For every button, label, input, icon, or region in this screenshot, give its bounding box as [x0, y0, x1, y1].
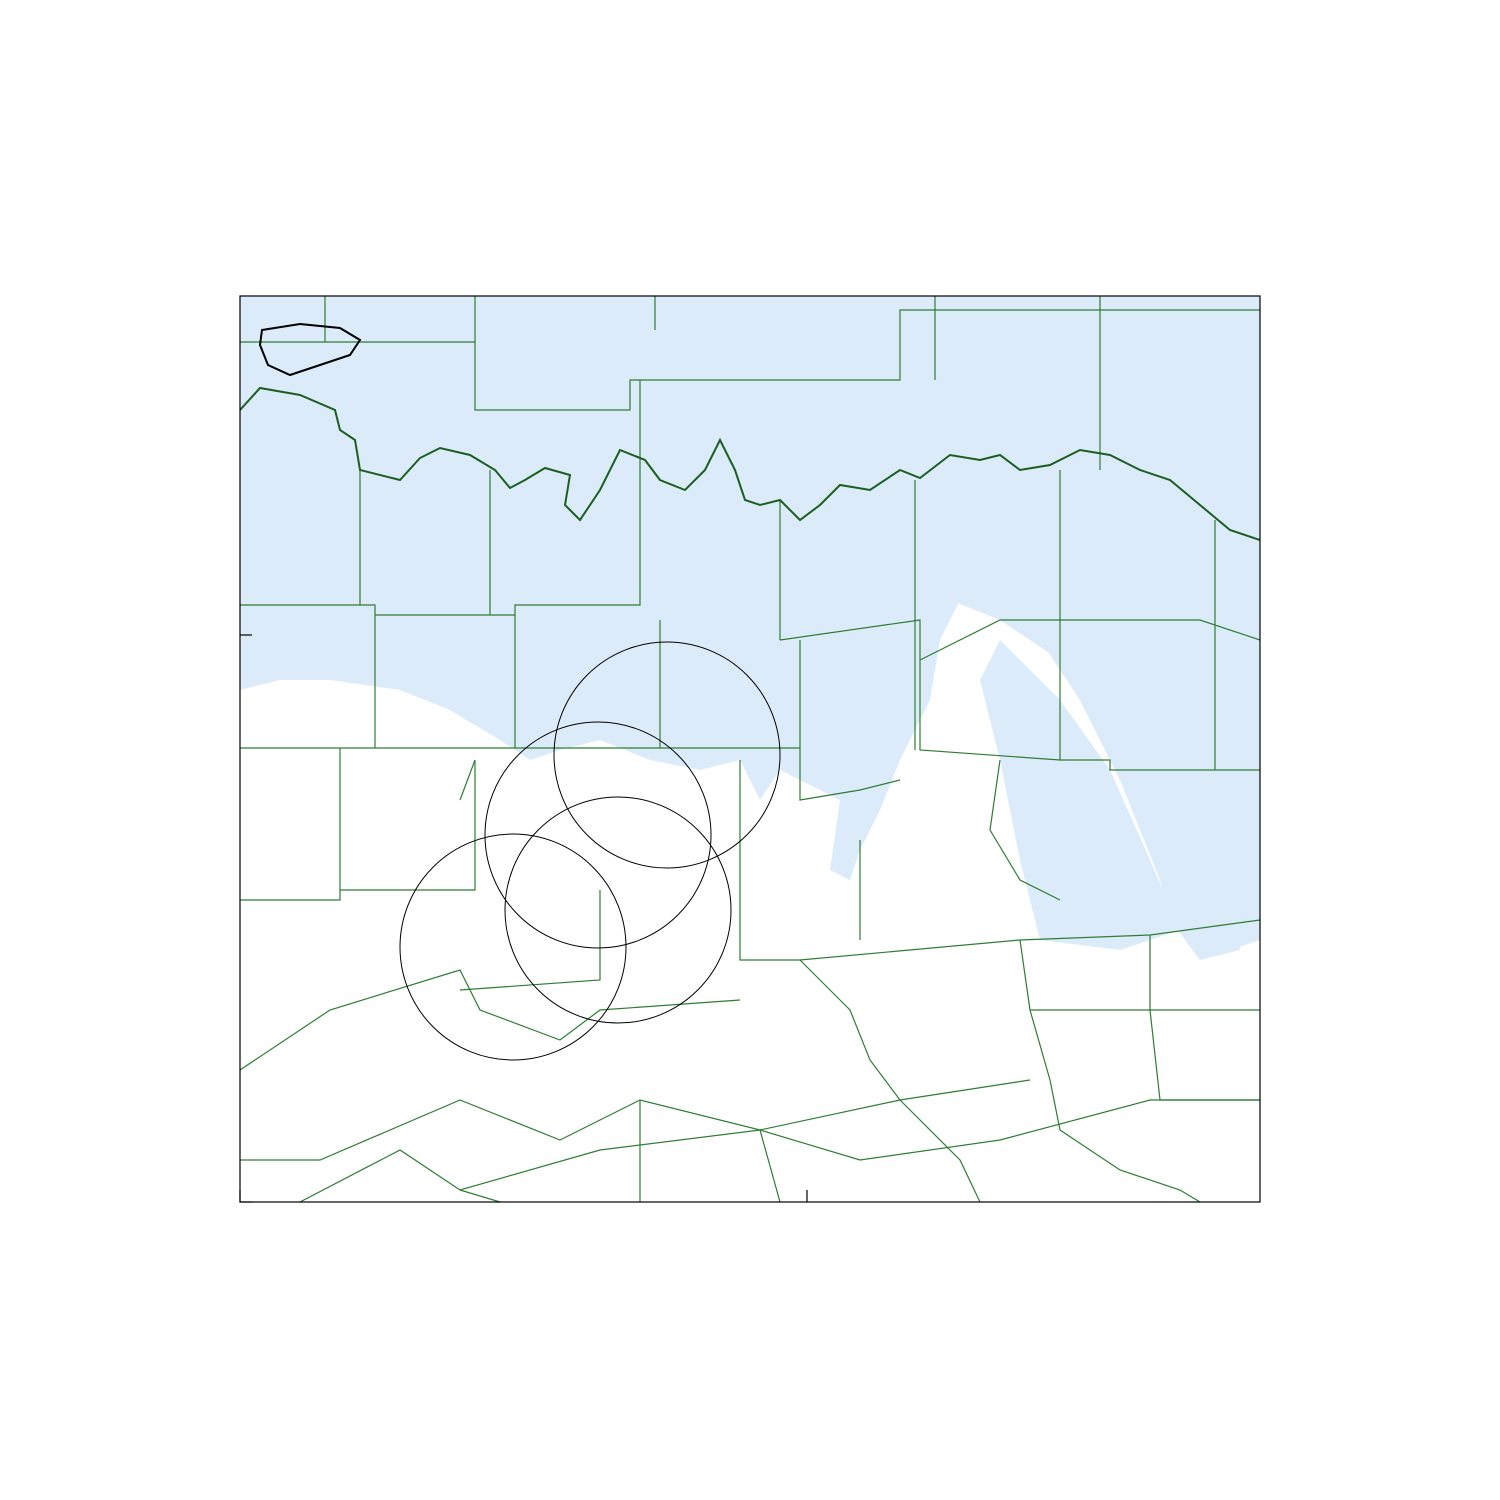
map-area	[240, 296, 1260, 1202]
